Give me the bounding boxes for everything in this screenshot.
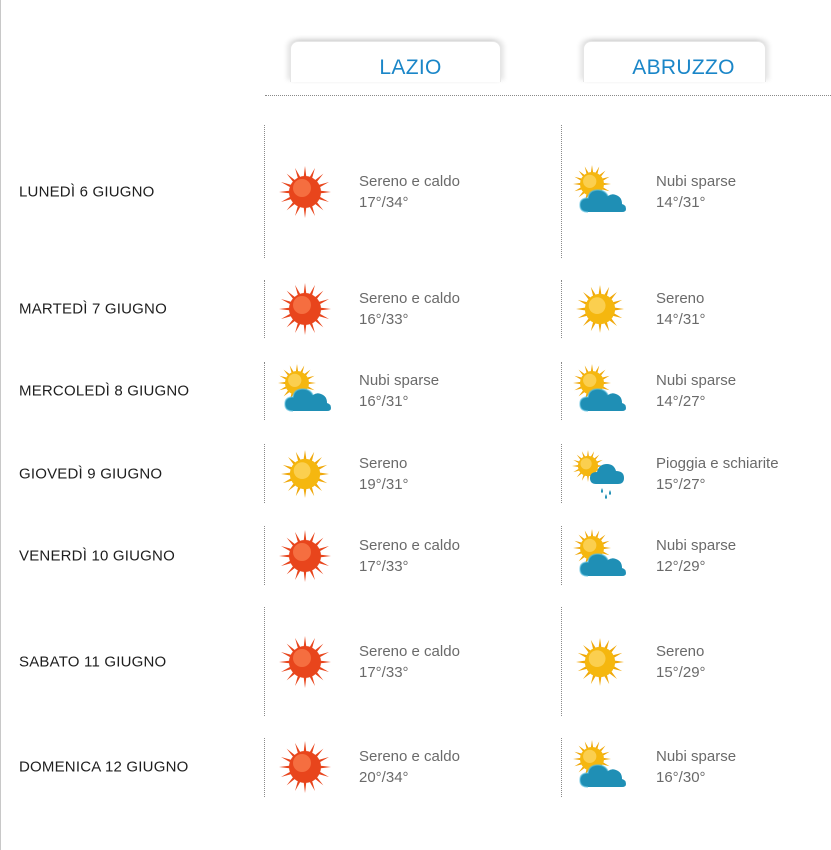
sun-icon [570,279,630,339]
hot-sun-icon [275,632,335,692]
condition-text: Sereno e caldo [359,290,460,307]
column-divider [264,738,265,797]
forecast-lazio [359,288,460,330]
partly-cloudy-icon [570,526,630,586]
sun-icon [275,444,335,504]
forecast-abruzzo [656,746,736,788]
forecast-abruzzo [656,453,779,495]
hot-sun-icon [275,279,335,339]
forecast-abruzzo [656,171,736,213]
condition-text: Nubi sparse [656,173,737,190]
partly-cloudy-icon [570,162,630,222]
forecast-lazio [359,641,460,683]
column-divider [264,607,265,716]
temperature-range: 16°/33° [359,311,409,328]
column-divider [264,526,265,585]
tab-lazio-label: LAZIO [379,56,442,79]
hot-sun-icon [275,737,335,797]
forecast-abruzzo [656,370,736,412]
temperature-range: 14°/27° [656,393,706,410]
condition-text: Nubi sparse [656,748,737,765]
tab-abruzzo[interactable] [583,41,766,82]
condition-text: Sereno [656,643,705,660]
day-label: DOMENICA 12 GIUGNO [19,758,189,776]
day-label: MARTEDÌ 7 GIUGNO [19,300,167,318]
temperature-range: 19°/31° [359,476,409,493]
forecast-lazio [359,453,409,495]
hot-sun-icon [275,162,335,222]
condition-text: Sereno e caldo [359,643,460,660]
temperature-range: 14°/31° [656,311,706,328]
page-left-border [0,0,1,850]
forecast-abruzzo [656,641,706,683]
day-label: SABATO 11 GIUGNO [19,653,167,671]
forecast-lazio [359,370,439,412]
hot-sun-icon [275,526,335,586]
rain-sun-icon [570,444,630,504]
condition-text: Sereno [656,290,705,307]
temperature-range: 15°/29° [656,664,706,681]
temperature-range: 14°/31° [656,194,706,211]
day-label: GIOVEDÌ 9 GIUGNO [19,465,163,483]
forecast-abruzzo [656,288,706,330]
partly-cloudy-icon [570,361,630,421]
column-divider [264,125,265,258]
column-divider [264,362,265,420]
column-divider [561,444,562,503]
column-divider [561,125,562,258]
temperature-range: 16°/31° [359,393,409,410]
sun-icon [570,632,630,692]
temperature-range: 16°/30° [656,769,706,786]
column-divider [264,444,265,503]
column-divider [561,362,562,420]
condition-text: Pioggia e schiarite [656,455,779,472]
condition-text: Sereno e caldo [359,748,460,765]
column-divider [561,526,562,585]
condition-text: Nubi sparse [656,372,737,389]
column-divider [561,607,562,716]
column-divider [264,280,265,338]
forecast-lazio [359,746,460,788]
tab-abruzzo-label: ABRUZZO [632,56,735,79]
day-label: LUNEDÌ 6 GIUGNO [19,183,155,201]
condition-text: Nubi sparse [359,372,440,389]
temperature-range: 17°/33° [359,558,409,575]
forecast-abruzzo [656,535,736,577]
temperature-range: 12°/29° [656,558,706,575]
day-label: MERCOLEDÌ 8 GIUGNO [19,382,190,400]
condition-text: Sereno e caldo [359,173,460,190]
forecast-lazio [359,171,460,213]
temperature-range: 17°/33° [359,664,409,681]
header-divider [265,95,831,96]
column-divider [561,738,562,797]
condition-text: Nubi sparse [656,537,737,554]
tab-lazio[interactable] [290,41,501,82]
partly-cloudy-icon [570,737,630,797]
condition-text: Sereno [359,455,408,472]
temperature-range: 20°/34° [359,769,409,786]
temperature-range: 17°/34° [359,194,409,211]
temperature-range: 15°/27° [656,476,706,493]
forecast-lazio [359,535,460,577]
column-divider [561,280,562,338]
day-label: VENERDÌ 10 GIUGNO [19,547,175,565]
partly-cloudy-icon [275,361,335,421]
condition-text: Sereno e caldo [359,537,460,554]
